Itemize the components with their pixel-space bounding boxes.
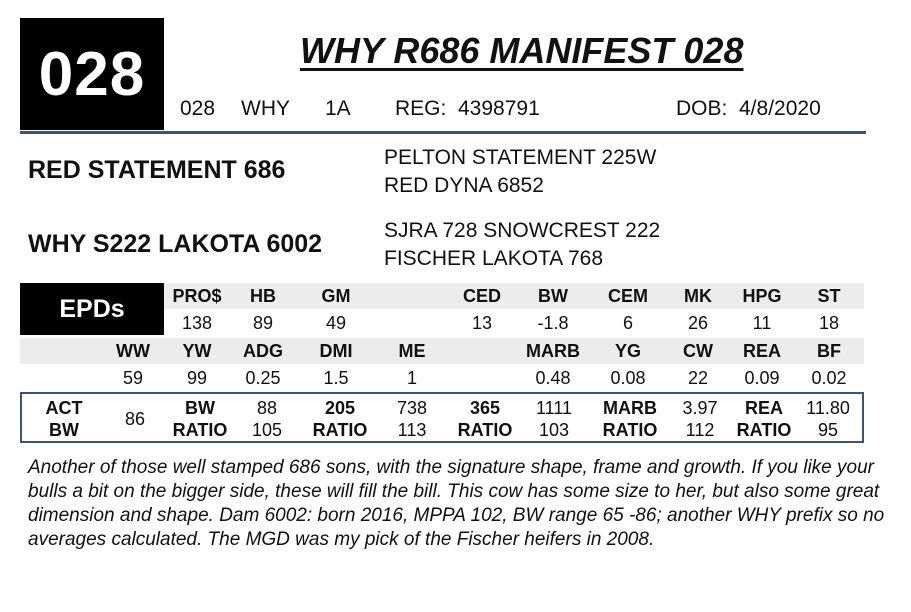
- prefix: WHY: [241, 97, 290, 120]
- bw-group: BW RATIO: [172, 398, 228, 440]
- dam-sire: SJRA 728 SNOWCREST 222: [384, 219, 661, 242]
- epd-header: PRO$: [172, 286, 222, 306]
- marb-group: MARB RATIO: [602, 398, 658, 440]
- epd-value: 59: [122, 368, 144, 388]
- epd-header: YG: [614, 341, 641, 361]
- epd-header: ME: [398, 341, 426, 361]
- epd-header: CEM: [608, 286, 648, 306]
- performance-box: [20, 392, 864, 443]
- reg-label: REG:: [395, 97, 447, 120]
- epd-value: 89: [252, 313, 274, 333]
- epd-value: 99: [186, 368, 208, 388]
- ww-values: 738 113: [396, 398, 428, 440]
- epd-header: ST: [817, 286, 841, 306]
- epd-header: BF: [817, 341, 841, 361]
- epd-value: 0.48: [535, 368, 571, 388]
- epd-header: MARB: [526, 341, 580, 361]
- marb-values: 3.97 112: [682, 398, 718, 440]
- ww-group: 205 RATIO: [312, 398, 368, 440]
- act-bw-label: ACT BW: [45, 398, 83, 440]
- epd-header: CW: [683, 341, 713, 361]
- epd-value: 11: [752, 313, 772, 333]
- sire-sire: PELTON STATEMENT 225W: [384, 146, 657, 169]
- dam-name: WHY S222 LAKOTA 6002: [28, 230, 323, 258]
- epd-value: 0.08: [610, 368, 646, 388]
- rea-group: REA RATIO: [736, 398, 792, 440]
- lot-number-badge: 028: [20, 18, 164, 130]
- epd-value: -1.8: [537, 313, 569, 333]
- tattoo: 028: [180, 97, 216, 120]
- yw-group: 365 RATIO: [457, 398, 513, 440]
- yw-values: 1111 103: [535, 398, 573, 440]
- epd-header: WW: [116, 341, 150, 361]
- epd-header: BW: [538, 286, 568, 306]
- dob-value: 4/8/2020: [739, 97, 821, 120]
- epd-header: MK: [684, 286, 712, 306]
- header-divider: [20, 131, 866, 134]
- epd-header: HB: [250, 286, 276, 306]
- epd-value: 49: [325, 313, 347, 333]
- reg-number: 4398791: [458, 97, 540, 120]
- brand: 1A: [325, 97, 351, 120]
- epd-value: 1: [406, 368, 417, 388]
- epd-label: EPDs: [20, 283, 164, 335]
- rea-values: 11.80 95: [806, 398, 850, 440]
- epd-value: 0.25: [245, 368, 281, 388]
- epd-value: 6: [622, 313, 633, 333]
- epd-value: 18: [818, 313, 840, 333]
- epd-header: HPG: [742, 286, 782, 306]
- epd-header: GM: [321, 286, 351, 306]
- epd-value: 22: [687, 368, 709, 388]
- epd-value: 26: [687, 313, 709, 333]
- epd-value: 0.09: [744, 368, 780, 388]
- lot-notes: Another of those well stamped 686 sons, with the signature shape, frame and growth. If you like your bulls a bit on the bigger side, these will fill the bill. This cow has some size to her, but also some great dimension and shape. Dam 6002: born 2016, MPPA 102, BW range 65 -86; another WHY prefix so no averages calculated. The MGD was my pick of the Fischer heifers in 2008.: [28, 457, 885, 550]
- epd-header: CED: [462, 286, 501, 306]
- dam-dam: FISCHER LAKOTA 768: [384, 247, 604, 270]
- epd-header: REA: [742, 341, 781, 361]
- epd-value: 1.5: [323, 368, 349, 388]
- sire-dam: RED DYNA 6852: [384, 174, 544, 197]
- sire-name: RED STATEMENT 686: [28, 156, 286, 184]
- epd-header: DMI: [319, 341, 353, 361]
- bw-values: 88 105: [251, 398, 283, 440]
- act-bw-value: 86: [124, 409, 146, 429]
- epd-value: 138: [181, 313, 213, 333]
- epd-header: ADG: [243, 341, 283, 361]
- epd-header: YW: [182, 341, 212, 361]
- epd-value: 13: [471, 313, 493, 333]
- dob-label: DOB:: [676, 97, 728, 120]
- epd-value: 0.02: [811, 368, 847, 388]
- animal-title: WHY R686 MANIFEST 028: [300, 30, 744, 71]
